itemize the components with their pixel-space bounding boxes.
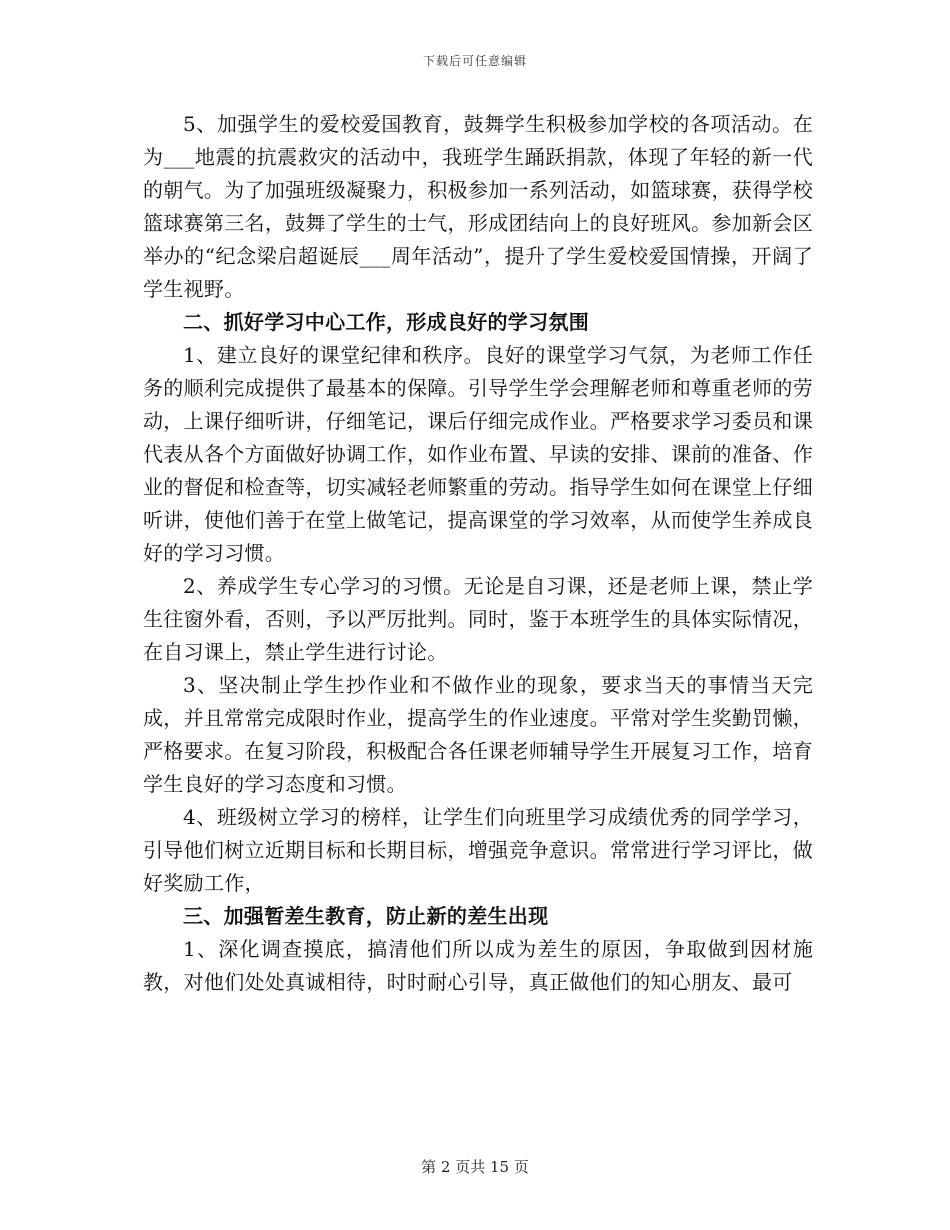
paragraph-classroom-discipline: 1、建立良好的课堂纪律和秩序。良好的课堂学习气氛，为老师工作任务的顺利完成提供了最基本的保障。引导学生学会理解老师和尊重老师的劳动，上课仔细听讲，仔细笔记，课后仔细完成作业。严格要求学习委员和课代表从各个方面做好协调工作，如作业布置、早读的安排、课前的准备、作业的督促和检查等，切实减轻老师繁重的劳动。指导学生如何在课堂上仔细听讲，使他们善于在堂上做笔记，提高课堂的学习效率，从而使学生养成良好的学习习惯。	[143, 343, 813, 565]
document-body	[143, 108, 813, 999]
paragraph-investigation: 1、深化调查摸底，搞清他们所以成为差生的原因，争取做到因材施教，对他们处处真诚相待，时时耐心引导，真正做他们的知心朋友、最可	[143, 937, 813, 994]
paragraph-focus-habits: 2、养成学生专心学习的习惯。无论是自习课，还是老师上课，禁止学生往窗外看，否则，予以严厉批判。同时，鉴于本班学生的具体实际情况，在自习课上，禁止学生进行讨论。	[143, 574, 813, 664]
section-heading-struggling-students: 三、加强暂差生教育，防止新的差生出现	[183, 904, 549, 928]
paragraph-patriotic-education: 5、加强学生的爱校爱国教育，鼓舞学生积极参加学校的各项活动。在为___地震的抗震救灾的活动中，我班学生踊跃捐款，体现了年轻的新一代的朝气。为了加强班级凝聚力，积极参加一系列活动，如篮球赛，获得学校篮球赛第三名，鼓舞了学生的士气，形成团结向上的良好班风。参加新会区举办的“纪念梁启超诞辰___周年活动”，提升了学生爱校爱国情操，开阔了学生视野。	[143, 112, 813, 301]
paragraph-role-models: 4、班级树立学习的榜样，让学生们向班里学习成绩优秀的同学学习，引导他们树立近期目标和长期目标，增强竞争意识。常常进行学习评比，做好奖励工作，	[143, 805, 813, 895]
paragraph-homework: 3、坚决制止学生抄作业和不做作业的现象，要求当天的事情当天完成，并且常常完成限时作业，提高学生的作业速度。平常对学生奖勤罚懒，严格要求。在复习阶段，积极配合各任课老师辅导学生开展复习工作，培育学生良好的学习态度和习惯。	[143, 673, 813, 796]
page-footer: 第 2 页共 15 页	[421, 1158, 529, 1176]
page-header: 下载后可任意编辑	[422, 54, 527, 68]
section-heading-study: 二、抓好学习中心工作，形成良好的学习氛围	[183, 310, 589, 334]
